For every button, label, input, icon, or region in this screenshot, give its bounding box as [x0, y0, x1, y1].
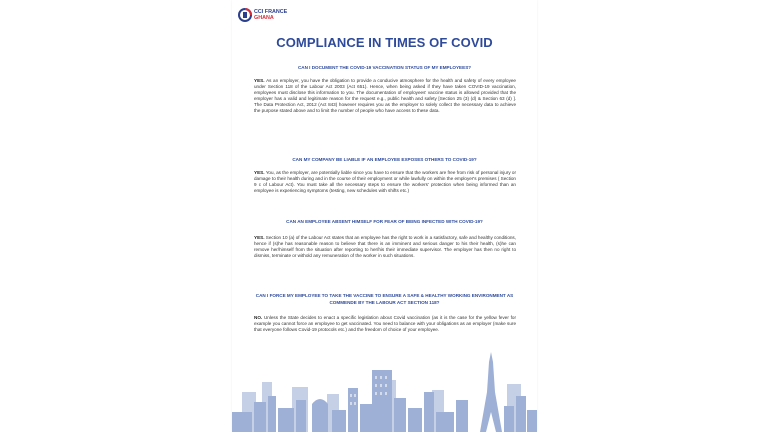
section-4-text: Unless the State decides to enact a specific legislation about Covid vaccination (as it is the case for the yellow fever for example you cannot force an employee to get vaccinated. You need to balance with your obligations as an employer (make sure that everyone follows Covid-19 protocols etc.) and the freedom of choice of your employee. — [254, 315, 516, 333]
section-2-text: You, as the employer, are potentially liable since you have to ensure that the workers are free from risk of personal injury or damage to their health during and in the course of their employment or while lawfully on within the employer's premises ( Section 9 c of Labour Act). You must take all the necessary steps to ensure the workers' protection when being informed than an employee is experiencing symptoms (testing, new schedules with shifts etc.) — [254, 170, 516, 194]
cci-logo-icon — [238, 8, 252, 22]
document-page — [232, 0, 537, 432]
section-2-lead: YES. — [254, 170, 265, 175]
section-1-answer — [254, 78, 516, 115]
section-3-answer — [254, 235, 516, 259]
section-3-question: CAN AN EMPLOYEE ABSENT HIMSELF FOR FEAR OF BEING INFECTED WITH COVID-19? — [286, 219, 483, 224]
section-1-text: As an employer, you have the obligation to provide a conducive atmosphere for the health and safety of every employee under Section 118 of the Labour Act 2003 (Act 651). Hence, when being asked if they have taken COVID-19 vaccination, employees must disclose this information to you. The documentation of employees' vaccine status is allowed provided that the employer has a valid and legitimate reason for the request e.g., public health and safety [Section 25 (3) (d) & Section 63 (d) ]. The Data Protection Act, 2012 (Act 843) however requires you as the employer to solely collect the necessary data to achieve the purpose stated above and to limit the number of people who have access to these data. — [254, 78, 516, 114]
logo-line1: CCI FRANCE — [254, 9, 288, 15]
city-skyline-illustration — [232, 352, 537, 432]
section-1-lead: YES. — [254, 78, 265, 83]
section-3-text: Section 10 (a) of the Labour Act states that an employee has the right to work in a satisfactory, safe and healthy conditions, hence if (s)he has reasonable reason to believe that there is an imminent and serious danger to his their health, (s)he can remove her/himself from the situation after reporting to her/his their immediate supervisor. The employer has then no right to dismiss, terminate or withold any remuneration of the worker in such situations. — [254, 235, 517, 259]
section-3-lead: YES. — [254, 235, 265, 240]
section-1-question: CAN I DOCUMENT THE COVID-19 VACCINATION STATUS OF MY EMPLOYEES? — [297, 65, 472, 70]
page-title: COMPLIANCE IN TIMES OF COVID — [276, 35, 493, 50]
section-4-answer — [254, 315, 516, 333]
logo-line2: GHANA — [254, 15, 274, 21]
logo — [238, 7, 287, 23]
section-4-question: CAN I FORCE MY EMPLOYEE TO TAKE THE VACCINE TO ENSURE A SAFE & HEALTHY WORKING ENVIRONMENT AS COMMENDE BY THE LABOUR ACT SECTION 118? — [255, 293, 514, 305]
section-2-answer — [254, 170, 516, 194]
section-4-lead: NO. — [254, 315, 263, 320]
section-2-question: CAN MY COMPANY BE LIABLE IF AN EMPLOYEE EXPOSES OTHERS TO COVID-19? — [292, 157, 477, 162]
